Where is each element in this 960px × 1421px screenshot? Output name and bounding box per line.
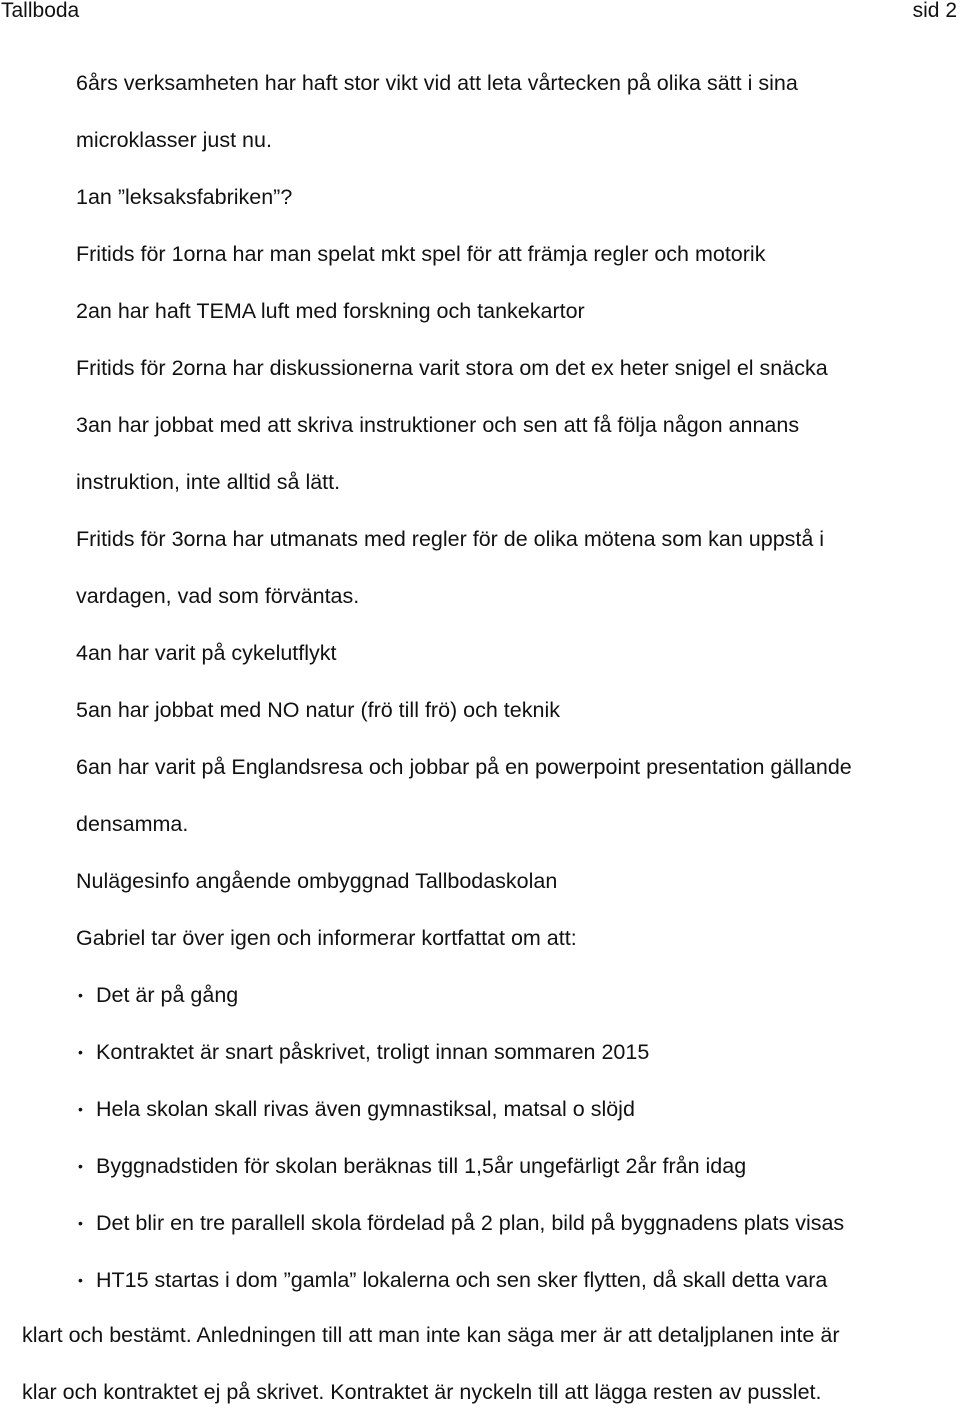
text-line: 3an har jobbat med att skriva instruktioner och sen att få följa någon annans [76, 413, 800, 437]
list-item [76, 1195, 956, 1252]
text-line: 1an ”leksaksfabriken”? [76, 185, 293, 209]
list-item-text: Det blir en tre parallell skola fördelad på 2 plan, bild på byggnadens plats visas [96, 1211, 845, 1235]
bullet-list [76, 967, 956, 1309]
text-line: vardagen, vad som förväntas. [76, 584, 360, 608]
list-item [76, 1252, 956, 1309]
bullet-icon: • [78, 1272, 83, 1288]
bullet-icon: • [78, 1215, 83, 1231]
document-body [76, 55, 956, 1309]
list-item [76, 1024, 956, 1081]
page-number: sid 2 [912, 0, 957, 22]
list-item-text: Kontraktet är snart påskrivet, troligt innan sommaren 2015 [96, 1040, 650, 1064]
text-line: Gabriel tar över igen och informerar kortfattat om att: [76, 926, 577, 950]
bullet-icon: • [78, 1044, 83, 1060]
list-item-text: HT15 startas i dom ”gamla” lokalerna och sen sker flytten, då skall detta vara [96, 1268, 828, 1292]
bullet-icon: • [78, 1158, 83, 1174]
text-line: 2an har haft TEMA luft med forskning och tankekartor [76, 299, 585, 323]
bullet-icon: • [78, 1101, 83, 1117]
list-item [76, 1138, 956, 1195]
text-line: microklasser just nu. [76, 128, 272, 152]
header-title: Tallboda [1, 0, 80, 22]
text-line: 4an har varit på cykelutflykt [76, 641, 337, 665]
bullet-icon: • [78, 987, 83, 1003]
page-header [0, 0, 960, 26]
list-item-text: Hela skolan skall rivas även gymnastiksal, matsal o slöjd [96, 1097, 635, 1121]
text-line: klar och kontraktet ej på skrivet. Kontraktet är nyckeln till att lägga resten av pusslet. [22, 1380, 822, 1404]
text-line: Fritids för 2orna har diskussionerna varit stora om det ex heter snigel el snäcka [76, 356, 828, 380]
text-line: 6an har varit på Englandsresa och jobbar på en powerpoint presentation gällande [76, 755, 852, 779]
list-item [76, 967, 956, 1024]
text-line: 5an har jobbat med NO natur (frö till frö) och teknik [76, 698, 560, 722]
text-line: Fritids för 3orna har utmanats med regler för de olika mötena som kan uppstå i [76, 527, 825, 551]
text-line: 6års verksamheten har haft stor vikt vid att leta vårtecken på olika sätt i sina [76, 71, 798, 95]
list-item-text: Det är på gång [96, 983, 239, 1007]
text-line: klart och bestämt. Anledningen till att man inte kan säga mer är att detaljplanen inte är [22, 1323, 840, 1347]
list-item-text: Byggnadstiden för skolan beräknas till 1,5år ungefärligt 2år från idag [96, 1154, 747, 1178]
text-line: densamma. [76, 812, 189, 836]
text-line: Fritids för 1orna har man spelat mkt spel för att främja regler och motorik [76, 242, 766, 266]
list-item [76, 1081, 956, 1138]
text-line: instruktion, inte alltid så lätt. [76, 470, 341, 494]
section-heading-line: Nulägesinfo angående ombyggnad Tallbodaskolan [76, 869, 558, 893]
bullet-continuation [22, 1307, 958, 1421]
